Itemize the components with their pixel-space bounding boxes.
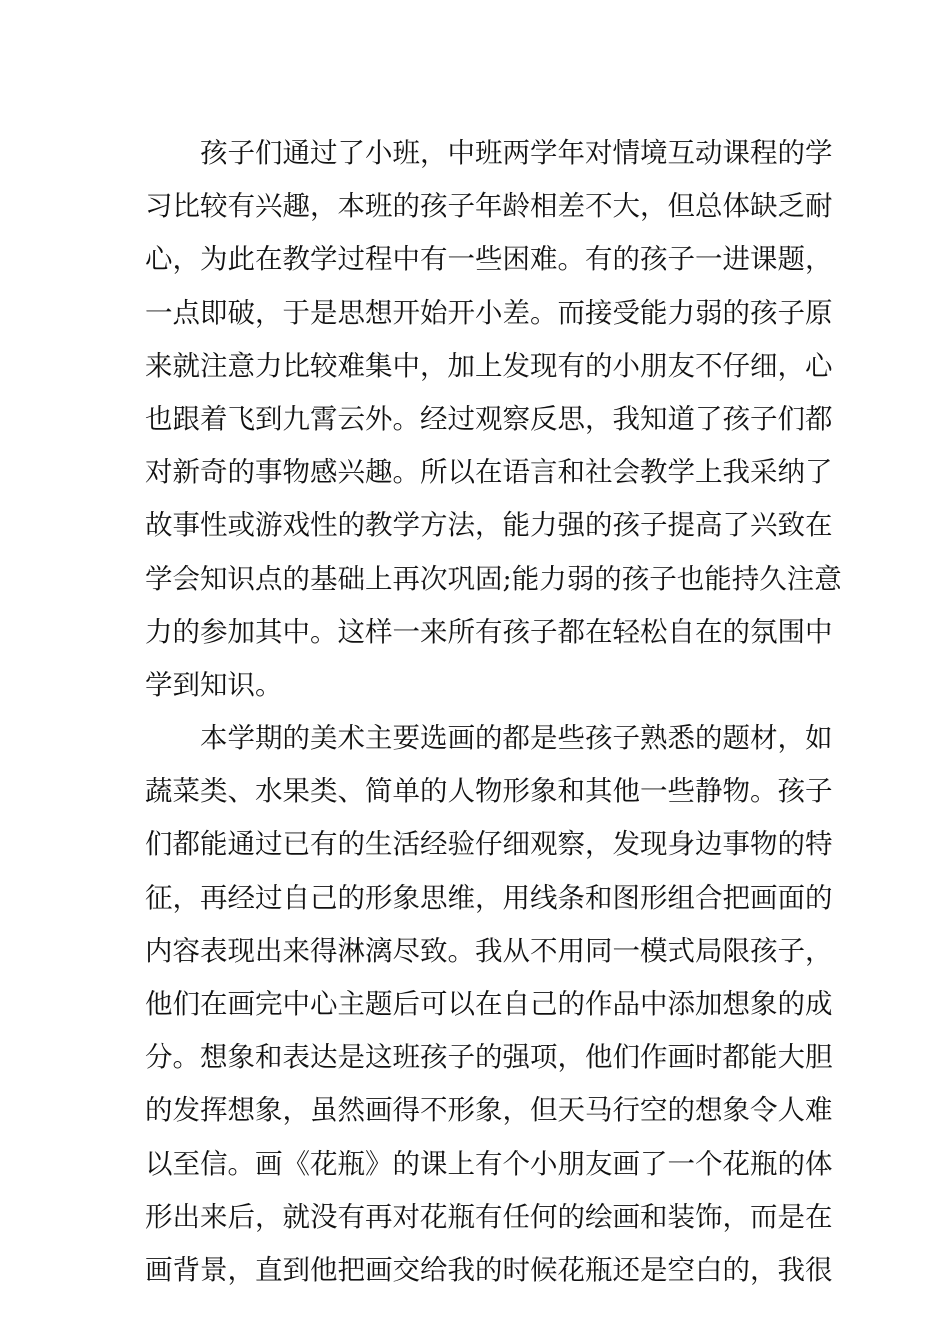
text-line: 内容表现出来得淋漓尽致。我从不用同一模式局限孩子， — [145, 934, 833, 967]
text-line: 画背景，直到他把画交给我的时候花瓶还是空白的，我很 — [145, 1253, 833, 1286]
text-line: 对新奇的事物感兴趣。所以在语言和社会教学上我采纳了 — [145, 456, 833, 489]
paragraph-1 — [145, 127, 842, 712]
text-line: 他们在画完中心主题后可以在自己的作品中添加想象的成 — [145, 988, 833, 1020]
text-line: 来就注意力比较难集中，加上发现有的小朋友不仔细，心 — [145, 349, 833, 382]
text-line: 一点即破，于是思想开始开小差。而接受能力弱的孩子原 — [145, 296, 833, 329]
text-line: 习比较有兴趣，本班的孩子年龄相差不大，但总体缺乏耐 — [145, 190, 833, 223]
text-line: 以至信。画《花瓶》的课上有个小朋友画了一个花瓶的体 — [145, 1147, 833, 1180]
text-line: 故事性或游戏性的教学方法，能力强的孩子提高了兴致在 — [145, 509, 833, 542]
text-line: 力的参加其中。这样一来所有孩子都在轻松自在的氛围中 — [145, 615, 833, 648]
document-body — [145, 127, 842, 1297]
text-line: 的发挥想象，虽然画得不形象，但天马行空的想象令人难 — [145, 1094, 833, 1127]
paragraph-2 — [145, 712, 833, 1297]
text-line: 也跟着飞到九霄云外。经过观察反思，我知道了孩子们都 — [145, 402, 833, 435]
text-line: 们都能通过已有的生活经验仔细观察，发现身边事物的特 — [145, 828, 833, 861]
text-line: 学会知识点的基础上再次巩固;能力弱的孩子也能持久注意 — [145, 562, 842, 595]
text-line: 本学期的美术主要选画的都是些孩子熟悉的题材，如 — [200, 722, 833, 755]
text-line: 学到知识。 — [145, 668, 283, 701]
text-line: 蔬菜类、水果类、简单的人物形象和其他一些静物。孩子 — [145, 775, 833, 808]
text-line: 征，再经过自己的形象思维，用线条和图形组合把画面的 — [145, 881, 833, 914]
text-line: 形出来后，就没有再对花瓶有任何的绘画和装饰，而是在 — [145, 1200, 833, 1233]
text-line: 孩子们通过了小班，中班两学年对情境互动课程的学 — [200, 137, 833, 169]
text-line: 心，为此在教学过程中有一些困难。有的孩子一进课题， — [145, 243, 833, 276]
text-line: 分。想象和表达是这班孩子的强项，他们作画时都能大胆 — [145, 1041, 833, 1074]
